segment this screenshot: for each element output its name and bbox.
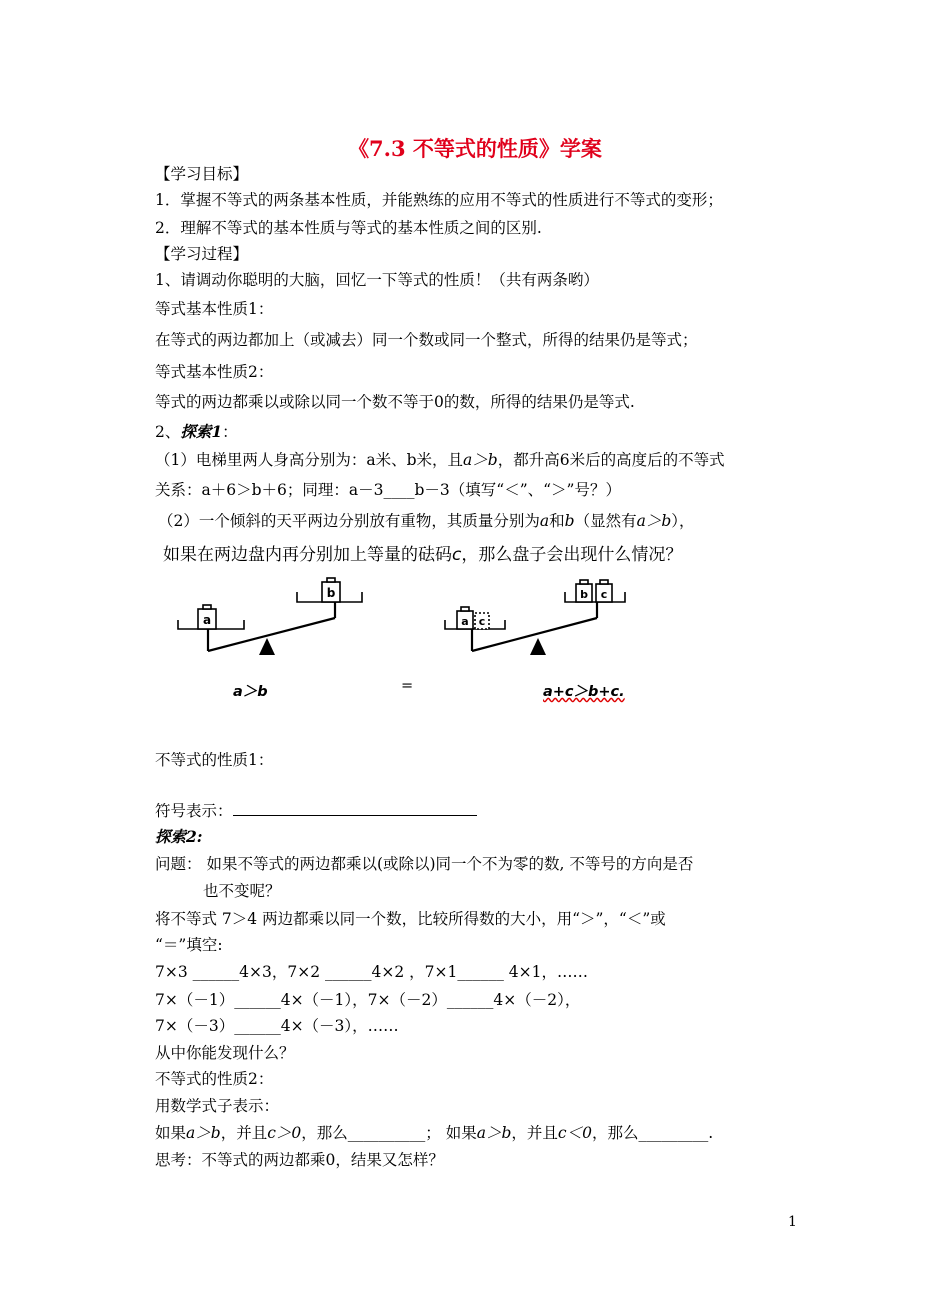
text-span: （显然有 (574, 512, 637, 530)
goal-1: 1．掌握不等式的两条基本性质，并能熟练的应用不等式的性质进行不等式的变形； (155, 191, 723, 209)
math-span: a＞b (476, 1124, 512, 1142)
math-span: c (452, 545, 462, 565)
text-span: 如果 (155, 1124, 187, 1142)
calc-row-1: 7×3 ______4×3，7×2 ______4×2 ，7×1______ 4×1，…… (155, 963, 588, 981)
discover-question: 从中你能发现什么？ (155, 1044, 295, 1062)
calc-row-3: 7×（－3）______4×（－3），…… (155, 1017, 399, 1035)
math-span: c＞0 (267, 1124, 302, 1142)
text-span: ，那么盘子会出现什么情况？ (461, 545, 683, 565)
right-weight-label: b (326, 586, 336, 600)
ineq-prop1-label: 不等式的性质1： (155, 751, 274, 769)
text-span: 如果在两边盘内再分别加上等量的砝码 (163, 545, 452, 565)
calc-row-2: 7×（－1）______4×（－1），7×（－2）______4×（－2）， (155, 991, 581, 1009)
eq-prop1-text: 在等式的两边都加上（或减去）同一个数或同一个整式，所得的结果仍是等式； (155, 331, 698, 349)
text-span: ，那么 (301, 1124, 348, 1142)
fill-instruction-1: 将不等式 7＞4 两边都乘以同一个数，比较所得数的大小，用“＞”，“＜”或 (155, 910, 666, 928)
fill-blank: __________ (347, 1124, 426, 1142)
math-span: a＞b (636, 512, 672, 530)
symbol-line (155, 801, 477, 821)
eq-prop2-text: 等式的两边都乘以或除以同一个数不等于0的数，所得的结果仍是等式. (155, 393, 635, 411)
page-number: 1 (788, 1214, 797, 1230)
left-scale-caption: a＞b (233, 684, 268, 700)
right-scale-right-weight-b: b (580, 588, 588, 601)
math-span: c＜0 (557, 1124, 592, 1142)
symbol-label: 符号表示： (155, 802, 233, 820)
math-span: a＞b (186, 1124, 221, 1142)
balance-scales-figure (170, 575, 640, 665)
explore-1-colon: ： (222, 423, 238, 441)
fill-blank: _________ (638, 1124, 709, 1142)
text-span: ，并且 (220, 1124, 268, 1142)
ineq-prop2-label: 不等式的性质2： (155, 1070, 274, 1088)
middle-scale-caption: = (401, 678, 414, 694)
eq-prop2-label: 等式基本性质2： (155, 363, 274, 381)
think-question: 思考：不等式的两边都乘0，结果又怎样？ (155, 1151, 444, 1169)
step-2-heading (155, 422, 238, 442)
explore-1-line-2 (155, 480, 621, 500)
page-title: 《7.3 不等式的性质》学案 (348, 136, 602, 161)
right-scale-left-weight-a: a (461, 615, 469, 628)
text-span: 如果不等式的两边都乘以(或除以)同一个不为零的数, 不等号的方向是否 (206, 855, 694, 873)
text-span: ，那么 (591, 1124, 639, 1142)
math-span: b (564, 512, 575, 530)
explore-1-line-1 (155, 450, 725, 470)
fill-instruction-2: “＝”填空: (155, 936, 223, 954)
text-span: ）， (671, 512, 695, 530)
right-scale-left-weight-c: c (478, 615, 486, 628)
right-balance (445, 580, 625, 655)
math-span: a (539, 512, 550, 530)
text-span: ； 如果 (425, 1124, 477, 1142)
math-span: a＞b (463, 451, 498, 469)
explore-2-label: 探索2: (155, 827, 203, 846)
goals-header: 【学习目标】 (155, 165, 249, 183)
formula-label: 用数学式子表示： (155, 1097, 280, 1115)
text-span: . (708, 1124, 714, 1142)
step-2-number: 2、 (155, 423, 181, 441)
answer-blank (233, 801, 477, 816)
right-scale-caption: a+c＞b+c. (543, 684, 625, 700)
goal-2: 2．理解不等式的基本性质与等式的基本性质之间的区别. (155, 219, 542, 237)
text-span: （1）电梯里两人身高分别为：a米、b米，且 (155, 451, 464, 469)
explore-1-label: 探索1 (180, 422, 223, 441)
balance-figure-caption (163, 540, 682, 565)
process-header: 【学习过程】 (155, 245, 249, 263)
question-label: 问题： (155, 855, 202, 873)
text-span: 和 (549, 512, 565, 530)
fill-blank: ____ (383, 481, 415, 499)
text-span: b－3（填写“＜”、“＞”号？） (414, 481, 621, 499)
right-scale-right-weight-c: c (600, 588, 608, 601)
step-1: 1、请调动你聪明的大脑，回忆一下等式的性质！（共有两条哟） (155, 271, 599, 289)
question-line-2: 也不变呢？ (203, 882, 281, 900)
text-span: （2）一个倾斜的天平两边分别放有重物，其质量分别为 (158, 512, 540, 530)
eq-prop1-label: 等式基本性质1： (155, 300, 274, 318)
explore-1-line-3 (158, 511, 695, 531)
text-span: ，都升高6米后的高度后的不等式 (497, 451, 725, 469)
question-line-1 (155, 854, 693, 874)
text-span: 关系：a＋6＞b＋6；同理：a－3 (155, 481, 384, 499)
formula-line (155, 1123, 713, 1143)
text-span: ，并且 (511, 1124, 558, 1142)
left-weight-label: a (202, 613, 212, 627)
